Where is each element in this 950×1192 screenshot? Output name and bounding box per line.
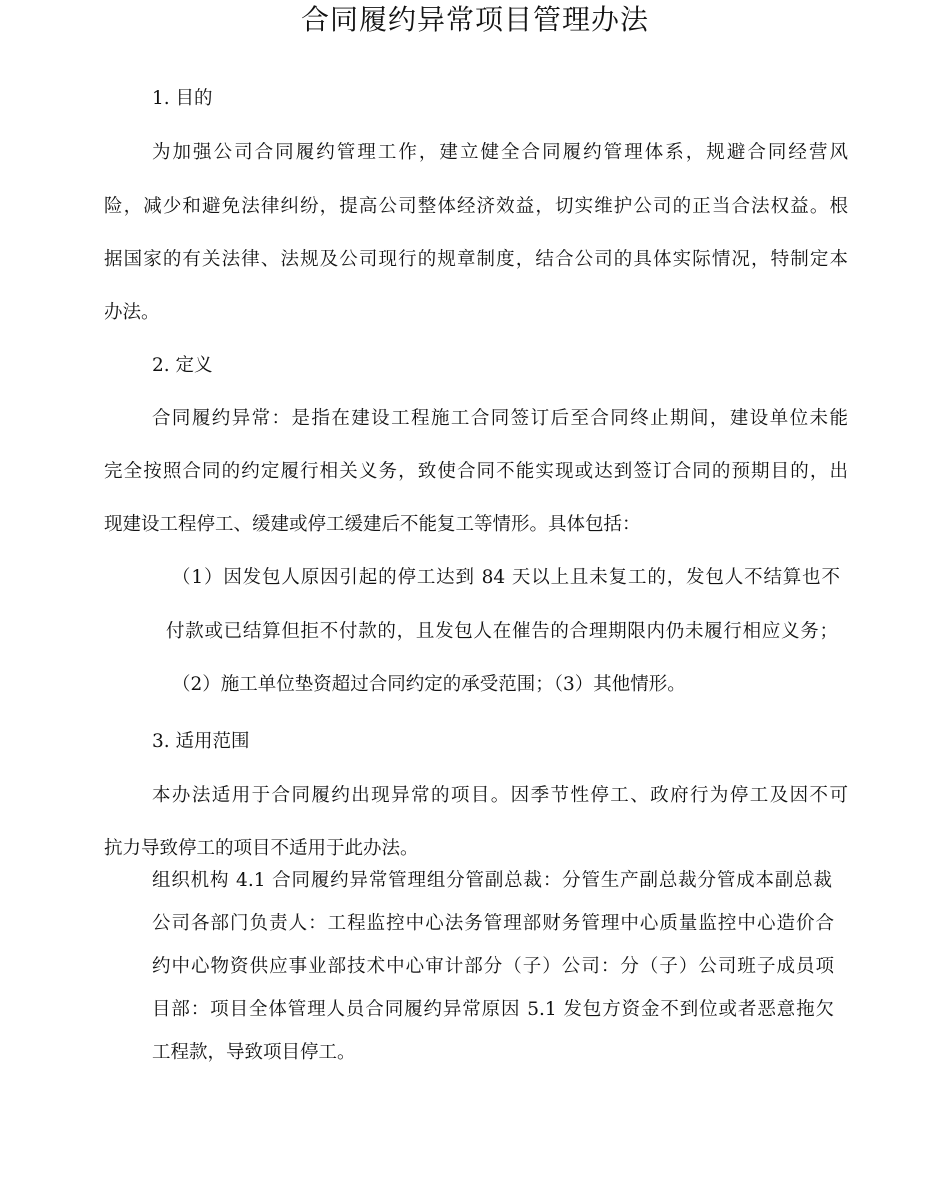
paragraph-line: 目部：项目全体管理人员合同履约异常原因 5.1 发包方资金不到位或者恶意拖欠: [152, 999, 834, 1020]
document-title: 合同履约异常项目管理办法: [300, 3, 649, 36]
paragraph-line: 抗力导致停工的项目不适用于此办法。: [104, 838, 419, 859]
paragraph-line: 组织机构 4.1 合同履约异常管理组分管副总裁：分管生产副总裁分管成本副总裁: [152, 870, 832, 891]
paragraph-line: 现建设工程停工、缓建或停工缓建后不能复工等情形。具体包括：: [104, 514, 641, 535]
paragraph-line: 完全按照合同的约定履行相关义务，致使合同不能实现或达到签订合同的预期目的，出: [104, 461, 848, 482]
paragraph-line: 合同履约异常：是指在建设工程施工合同签订后至合同终止期间，建设单位未能: [152, 408, 848, 429]
list-item-line: （2）施工单位垫资超过合同约定的承受范围；（3）其他情形。: [172, 674, 686, 695]
paragraph-line: 据国家的有关法律、法规及公司现行的规章制度，结合公司的具体实际情况，特制定本: [104, 249, 848, 270]
section-heading-scope: 3. 适用范围: [152, 731, 250, 752]
paragraph-line: 工程款，导致项目停工。: [152, 1042, 356, 1063]
paragraph-line: 办法。: [104, 302, 160, 323]
paragraph-line: 为加强公司合同履约管理工作，建立健全合同履约管理体系，规避合同经营风: [152, 142, 848, 163]
paragraph-line: 公司各部门负责人：工程监控中心法务管理部财务管理中心质量监控中心造价合: [152, 913, 834, 934]
paragraph-line: 约中心物资供应事业部技术中心审计部分（子）公司：分（子）公司班子成员项: [152, 956, 834, 977]
list-item-line: （1）因发包人原因引起的停工达到 84 天以上且未复工的，发包人不结算也不: [172, 567, 840, 588]
list-item-line: 付款或已结算但拒不付款的，且发包人在催告的合理期限内仍未履行相应义务；: [166, 621, 838, 642]
paragraph-line: 本办法适用于合同履约出现异常的项目。因季节性停工、政府行为停工及因不可: [152, 785, 848, 806]
paragraph-line: 险，减少和避免法律纠纷，提高公司整体经济效益，切实维护公司的正当合法权益。根: [104, 196, 848, 217]
section-heading-definition: 2. 定义: [152, 355, 213, 376]
section-heading-purpose: 1. 目的: [152, 88, 213, 109]
